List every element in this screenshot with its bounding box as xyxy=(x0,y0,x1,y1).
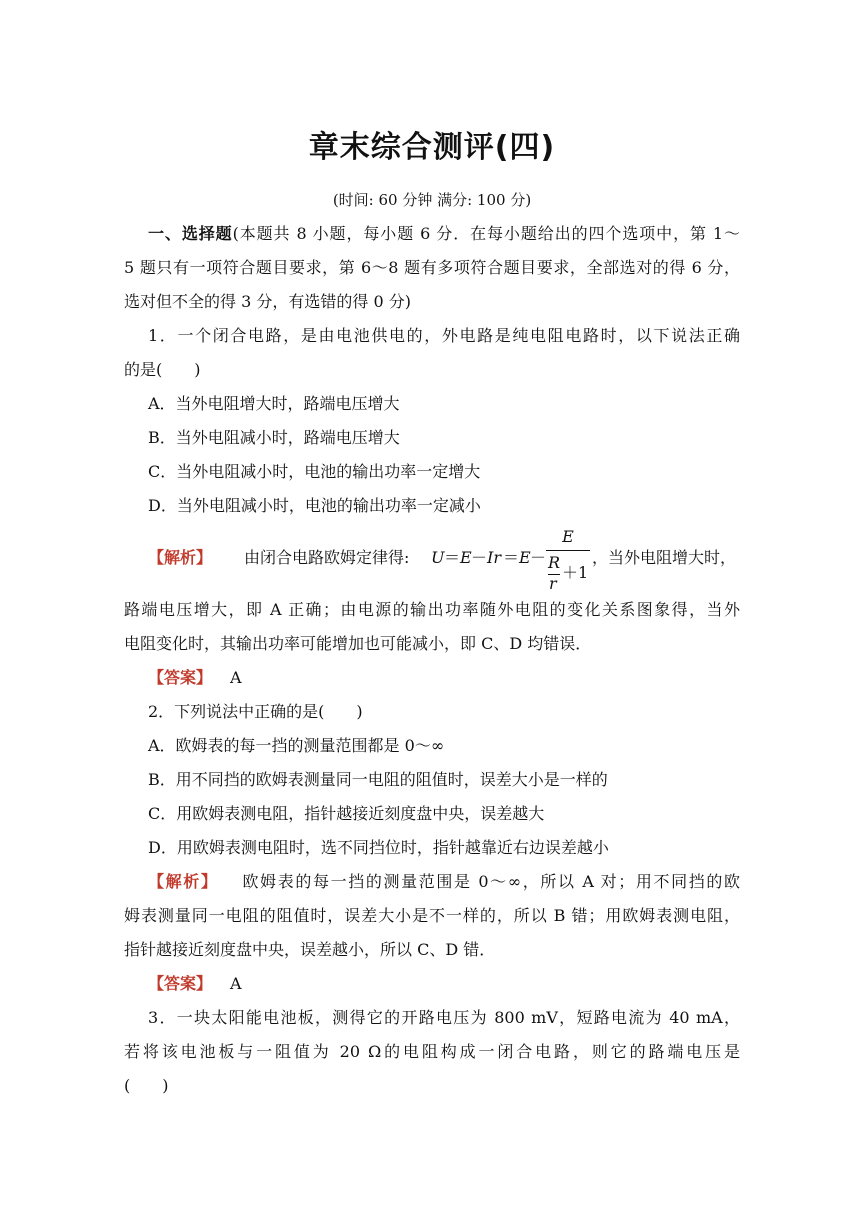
inner-fraction-numerator: R xyxy=(548,553,561,572)
q2-answer-line xyxy=(124,972,740,996)
q1-analysis-tag: 【解析】 xyxy=(148,548,213,567)
q2-option-d: D．用欧姆表测电阻时，选不同挡位时，指针越靠近右边误差越小 xyxy=(148,838,609,857)
formula-equals-2: ＝ xyxy=(503,548,520,567)
page-title: 章末综合测评(四) xyxy=(308,130,556,165)
section-instructions-line-1 xyxy=(124,222,740,246)
formula-e-1: E xyxy=(460,548,472,567)
q1-analysis-lead: 由闭合电路欧姆定律得: xyxy=(244,548,410,567)
q2-answer-tag: 【答案】 xyxy=(148,974,213,993)
formula-minus-1: － xyxy=(471,548,488,567)
q2-analysis-line-2: 姆表测量同一电阻的阻值时，误差大小是不一样的，所以 B 错；用欧姆表测电阻， xyxy=(124,906,740,925)
q1-stem-line-2: 的是( ) xyxy=(124,360,201,379)
q3-stem-line-1: 3．一块太阳能电池板，测得它的开路电压为 800 mV，短路电流为 40 mA， xyxy=(148,1008,740,1027)
q1-option-c: C．当外电阻减小时，电池的输出功率一定增大 xyxy=(148,462,481,481)
formula-ir: Ir xyxy=(487,548,501,567)
q2-analysis-line-3: 指针越接近刻度盘中央，误差越小，所以 C、D 错． xyxy=(124,940,496,959)
formula-e-2: E xyxy=(519,548,531,567)
q1-analysis-line-2: 路端电压增大，即 A 正确；由电源的输出功率随外电阻的变化关系图象得，当外 xyxy=(124,600,740,619)
formula-minus-2: － xyxy=(530,548,547,567)
q1-analysis-formula-line xyxy=(148,526,740,592)
q1-analysis-line-3: 电阻变化时，其输出功率可能增加也可能减小，即 C、D 均错误． xyxy=(124,634,592,653)
q1-analysis-after-formula: ，当外电阻增大时， xyxy=(592,548,737,567)
fraction-bar xyxy=(546,550,590,551)
q1-option-b: B．当外电阻减小时，路端电压增大 xyxy=(148,428,400,447)
q2-answer: A xyxy=(230,974,242,993)
q2-analysis-tag: 【解析】 xyxy=(148,872,219,891)
q2-analysis-text: 欧姆表的每一挡的测量范围是 0～∞，所以 A 对；用不同挡的欧 xyxy=(242,872,740,891)
q1-stem-line-1: 1．一个闭合电路，是由电池供电的，外电路是纯电阻电路时，以下说法正确 xyxy=(148,326,740,345)
formula-equals-1: ＝ xyxy=(444,548,461,567)
section-instructions-line-3: 选对但不全的得 3 分，有选错的得 0 分) xyxy=(124,292,411,311)
fraction-numerator: E xyxy=(562,527,574,546)
plus-one: ＋1 xyxy=(562,563,589,582)
q3-stem-line-2: 若将该电池板与一阻值为 20 Ω的电阻构成一闭合电路，则它的路端电压是 xyxy=(124,1042,740,1061)
section-heading: 一、选择题 xyxy=(148,224,233,243)
section-instructions-text: (本题共 8 小题，每小题 6 分．在每小题给出的四个选项中，第 1～ xyxy=(232,224,740,243)
q1-option-d: D．当外电阻减小时，电池的输出功率一定减小 xyxy=(148,496,481,515)
q2-analysis-line-1 xyxy=(124,870,740,894)
exam-info: (时间: 60 分钟 满分: 100 分) xyxy=(332,191,532,209)
q2-option-c: C．用欧姆表测电阻，指针越接近刻度盘中央，误差越大 xyxy=(148,804,545,823)
q3-stem-line-3: ( ) xyxy=(124,1076,169,1095)
q1-answer-line xyxy=(124,666,740,690)
q2-stem: 2．下列说法中正确的是( ) xyxy=(148,702,363,721)
q2-option-b: B．用不同挡的欧姆表测量同一电阻的阻值时，误差大小是一样的 xyxy=(148,770,608,789)
section-instructions-line-2: 5 题只有一项符合题目要求，第 6～8 题有多项符合题目要求，全部选对的得 6 分， xyxy=(124,258,740,277)
q1-option-a: A．当外电阻增大时，路端电压增大 xyxy=(148,394,400,413)
inner-fraction-denominator: r xyxy=(549,574,557,593)
q1-answer-tag: 【答案】 xyxy=(148,668,213,687)
q2-option-a: A．欧姆表的每一挡的测量范围都是 0～∞ xyxy=(148,736,445,755)
formula-u: U xyxy=(431,548,445,567)
q1-answer: A xyxy=(230,668,242,687)
